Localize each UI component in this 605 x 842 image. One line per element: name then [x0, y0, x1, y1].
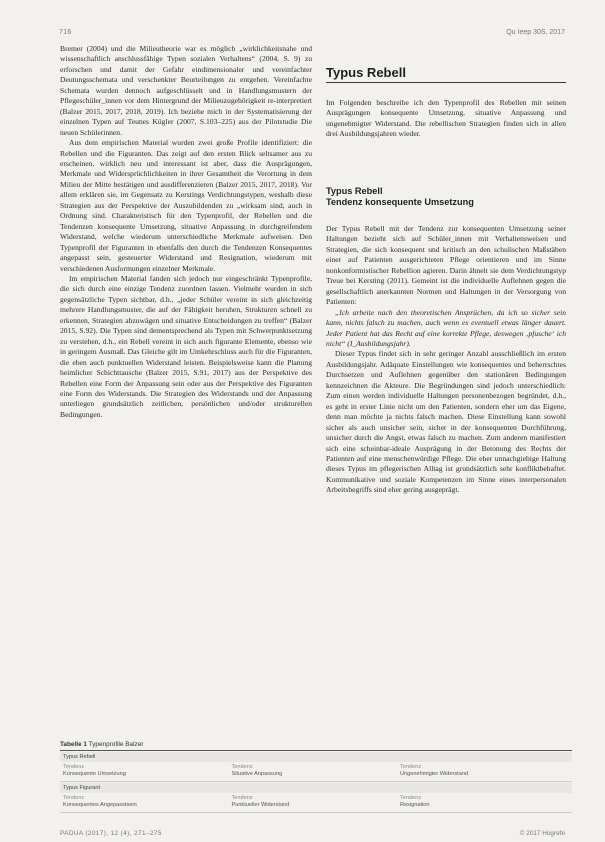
running-header: Qu Ieep 30S, 2017: [506, 29, 565, 36]
cell-value: Situative Anpassung: [231, 771, 283, 777]
cell-value: Resignation: [399, 802, 430, 808]
right-column-body: [326, 224, 566, 496]
table-cell: [400, 795, 568, 809]
table-section-label: Typus Figurant: [60, 783, 572, 793]
table-row: [60, 793, 572, 813]
cell-value: Konsequentes Angepasstsein: [63, 802, 137, 808]
body-paragraph: Dieser Typus findet sich in sehr geringer Anzahl ausschließlich im ersten Ausbildungsjahr. Adäquate Einstellungen wie konsequentes und beherrschtes Durchsetzen und Auflehnen gegenüber den stationären Bedingungen kennzeichnen die Akteure. Die Begründungen sind jedoch unterschiedlich: Zum einen werden individuelle Haltungen personenbezogen begründet, d.h., es geht in erster Linie nicht um den Patienten, sondern eher um das Eigene, denn man möchte ja nichts falsch machen. Diese Einstellung kann sowohl sicher als auch unsicher sein, sicher in der konsequenten Durchführung, unsicher durch die Angst, etwas falsch zu machen. Zum anderen manifestiert sich eine scheinbar-ideale Ausprägung in der Betonung des Rechts der Patienten auf eine menschenwürdige Pflege. Die eher unnachgiebige Haltung dieses Typus im pflegerischen Alltag ist grundsätzlich sehr konfliktbehaftet. Kommunikative und soziale Kompetenzen im Sinne eines interpersonalen Arbeitsbegriffs sind eher gering ausgeprägt.: [326, 349, 566, 495]
cell-key: Tendenz: [231, 795, 253, 801]
cell-key: Tendenz: [63, 764, 85, 770]
table-caption-label: Tabelle 1: [60, 741, 87, 748]
page-number: 716: [59, 29, 72, 36]
table-section-label: Typus Rebell: [60, 752, 572, 762]
body-paragraph: Bremer (2004) und die Milieutheorie war es möglich „wirklichkeitsnahe und wissenschaftlich anschlussfähige Typen sozialen Verhaltens“ (2004, S. 9) zu erforschen und damit der Gefahr eindimensionaler und vereinfachter Deutungsschemata und verschenkter Beurteilungen zu entgehen. Vereinfachte Schemata wurden dennoch aufgeschlüsselt und in Handlungsmustern der Pflegeschüler_innen vor dem Hintergrund der Milieuzugehörigkeit re-interpretiert (Balzer 2015, 2017, 2018, 2019). Ich beziehe mich in der Systematisierung der einzelnen Typen auf Teunes Kügler (2007, S.103–225) aus der Pilotstudie Die neuen Schülerinnen.: [60, 44, 312, 137]
body-paragraph: Im empirischen Material fanden sich jedoch nur eingeschränkt Typenprofile, die sich durch eine einzige Tendenz zuordnen lassen. Vielmehr wurden in sich gegensätzliche Typen sichtbar, d.h., „jeder Schüler vereint in sich gleichzeitig mehrere Handlungsmuster, die auf der Fähigkeit beruhen, Strukturen schnell zu erkennen, Strategien abzuwägen und situative Entscheidungen zu treffen“ (Balzer 2015, S.92). Die Typen sind dementsprechend als Typen mit Schwerpunktsetzung zu verstehen, d.h., ein Rebell vereint in sich auch figurante Elemente, ebenso wie in geringem Ausmaß. Das Gleiche gilt im Umkehrschluss auch für die Figuranten, die eben auch punktuellen Widerstand leisten. Beispielsweise kann die Planung heimlicher Schichttausche (Balzer 2015, S.91, 2017) aus der Perspektive des Rebellen eine Form der Anpassung sein oder aus der Perspektive des Figuranten eine Form des Widerstands. Die Strategien des Widerstands und der Anpassung unterliegen grundsätzlich zeitlichen, persönlichen und/oder strukturellen Bedingungen.: [60, 273, 312, 419]
right-column-intro: [326, 98, 566, 140]
footer-copyright: © 2017 Hogrefe: [519, 830, 565, 837]
table-cell: [63, 795, 231, 809]
footer-citation: PADUA (2017), 12 (4), 271–275: [60, 830, 162, 837]
cell-key: Tendenz: [231, 764, 253, 770]
table-caption: [60, 741, 572, 751]
table-cell: [63, 764, 231, 778]
section-heading: Typus Rebell: [326, 65, 566, 83]
type-profile-table: [60, 741, 572, 813]
cell-key: Tendenz: [399, 764, 422, 770]
cell-value: Punktueller Widerstand: [231, 802, 290, 808]
subsection-heading: [326, 186, 566, 208]
interview-quote: „Ich arbeite nach den theoretischen Ansprüchen, da ich so sicher sein kann, nichts falsch zu machen, auch wenn es eventuell etwas länger dauert. Jeder Patient hat das Recht auf eine korrekte Pflege, deswegen ‚pfusche‘ ich nicht“ (I_Ausbildungsjahr).: [326, 307, 566, 348]
body-paragraph: Der Typus Rebell mit der Tendenz zur konsequenten Umsetzung seiner Haltungen bezieht sich auf Schüler_innen mit Verhaltensweisen und Strategien, die sich konsequent und kritisch an den schulischen Maßstäben einer auf Patienten ausgerichteten Pflege orientieren und im Sinne nonkonformistischer Rebellion agieren. Darin ähnelt sie dem Verdichtungstyp Treue bei Kersting (2011). Gemeint ist die individuelle Auflehnen gegen die gesellschaftlich anerkannten Normen und Haltungen in der Versorgung von Patienten:: [326, 224, 566, 307]
left-column: [60, 44, 312, 420]
table-row: [60, 762, 572, 782]
table-caption-text: Typenprofile Balzer: [88, 741, 144, 748]
table-cell: [231, 764, 399, 778]
cell-value: Ungenehmigter Widerstand: [399, 771, 469, 777]
cell-key: Tendenz: [63, 795, 85, 801]
subsection-heading-line-2: Tendenz konsequente Umsetzung: [326, 197, 474, 207]
cell-value: Konsequente Umsetzung: [63, 771, 126, 777]
intro-paragraph: Im Folgenden beschreibe ich den Typenprofil des Rebellen mit seinen Ausprägungen konsequente Umsetzung, situative Anpassung und ungenehmigter Widerstand. Die rebellischen Strategien finden sich in allen drei Ausbildungsjahren wieder.: [326, 98, 566, 139]
body-paragraph: Aus dem empirischen Material wurden zwei große Profile identifiziert: die Rebellen und die Figuranten. Das zeigt auf den ersten Blick seltsamer aus zu erscheinen, wirklich neu und interessant ist aber, dass die Ausprägungen, Merkmale und Widersprüchlichkeiten in ihrer Gesamtheit die Verortung in dem Milieu der Mitte bestätigen und ausdifferenzieren (Balzer 2015, 2017, 2018). Vor allem erklären sie, im Gegensatz zu Kerstings Verdichtungstypen, weshalb diese Strategien aus der Perspektive der Auszubildenden zu „wirksam sind, auch in Ordnung sind. Charakteristisch für den Typenprofil, der Rebellen und die Tendenzen konsequente Umsetzung, situative Anpassung in durchgreifendem Widerstand, welche wiederum unterschiedliche Merkmale aufweisen. Den Typenprofil der Figuranten in ebenfalls den durch die Tendenzen Konsequentes angepasst sein, gesteuerter Widerstand und Resignation, wiederum mit verschiedenen Ausformungen einzelner Merkmale.: [60, 138, 312, 273]
subsection-heading-line-1: Typus Rebell: [326, 186, 383, 196]
table-cell: [231, 795, 399, 809]
table-cell: [400, 764, 568, 778]
cell-key: Tendenz: [399, 795, 422, 801]
